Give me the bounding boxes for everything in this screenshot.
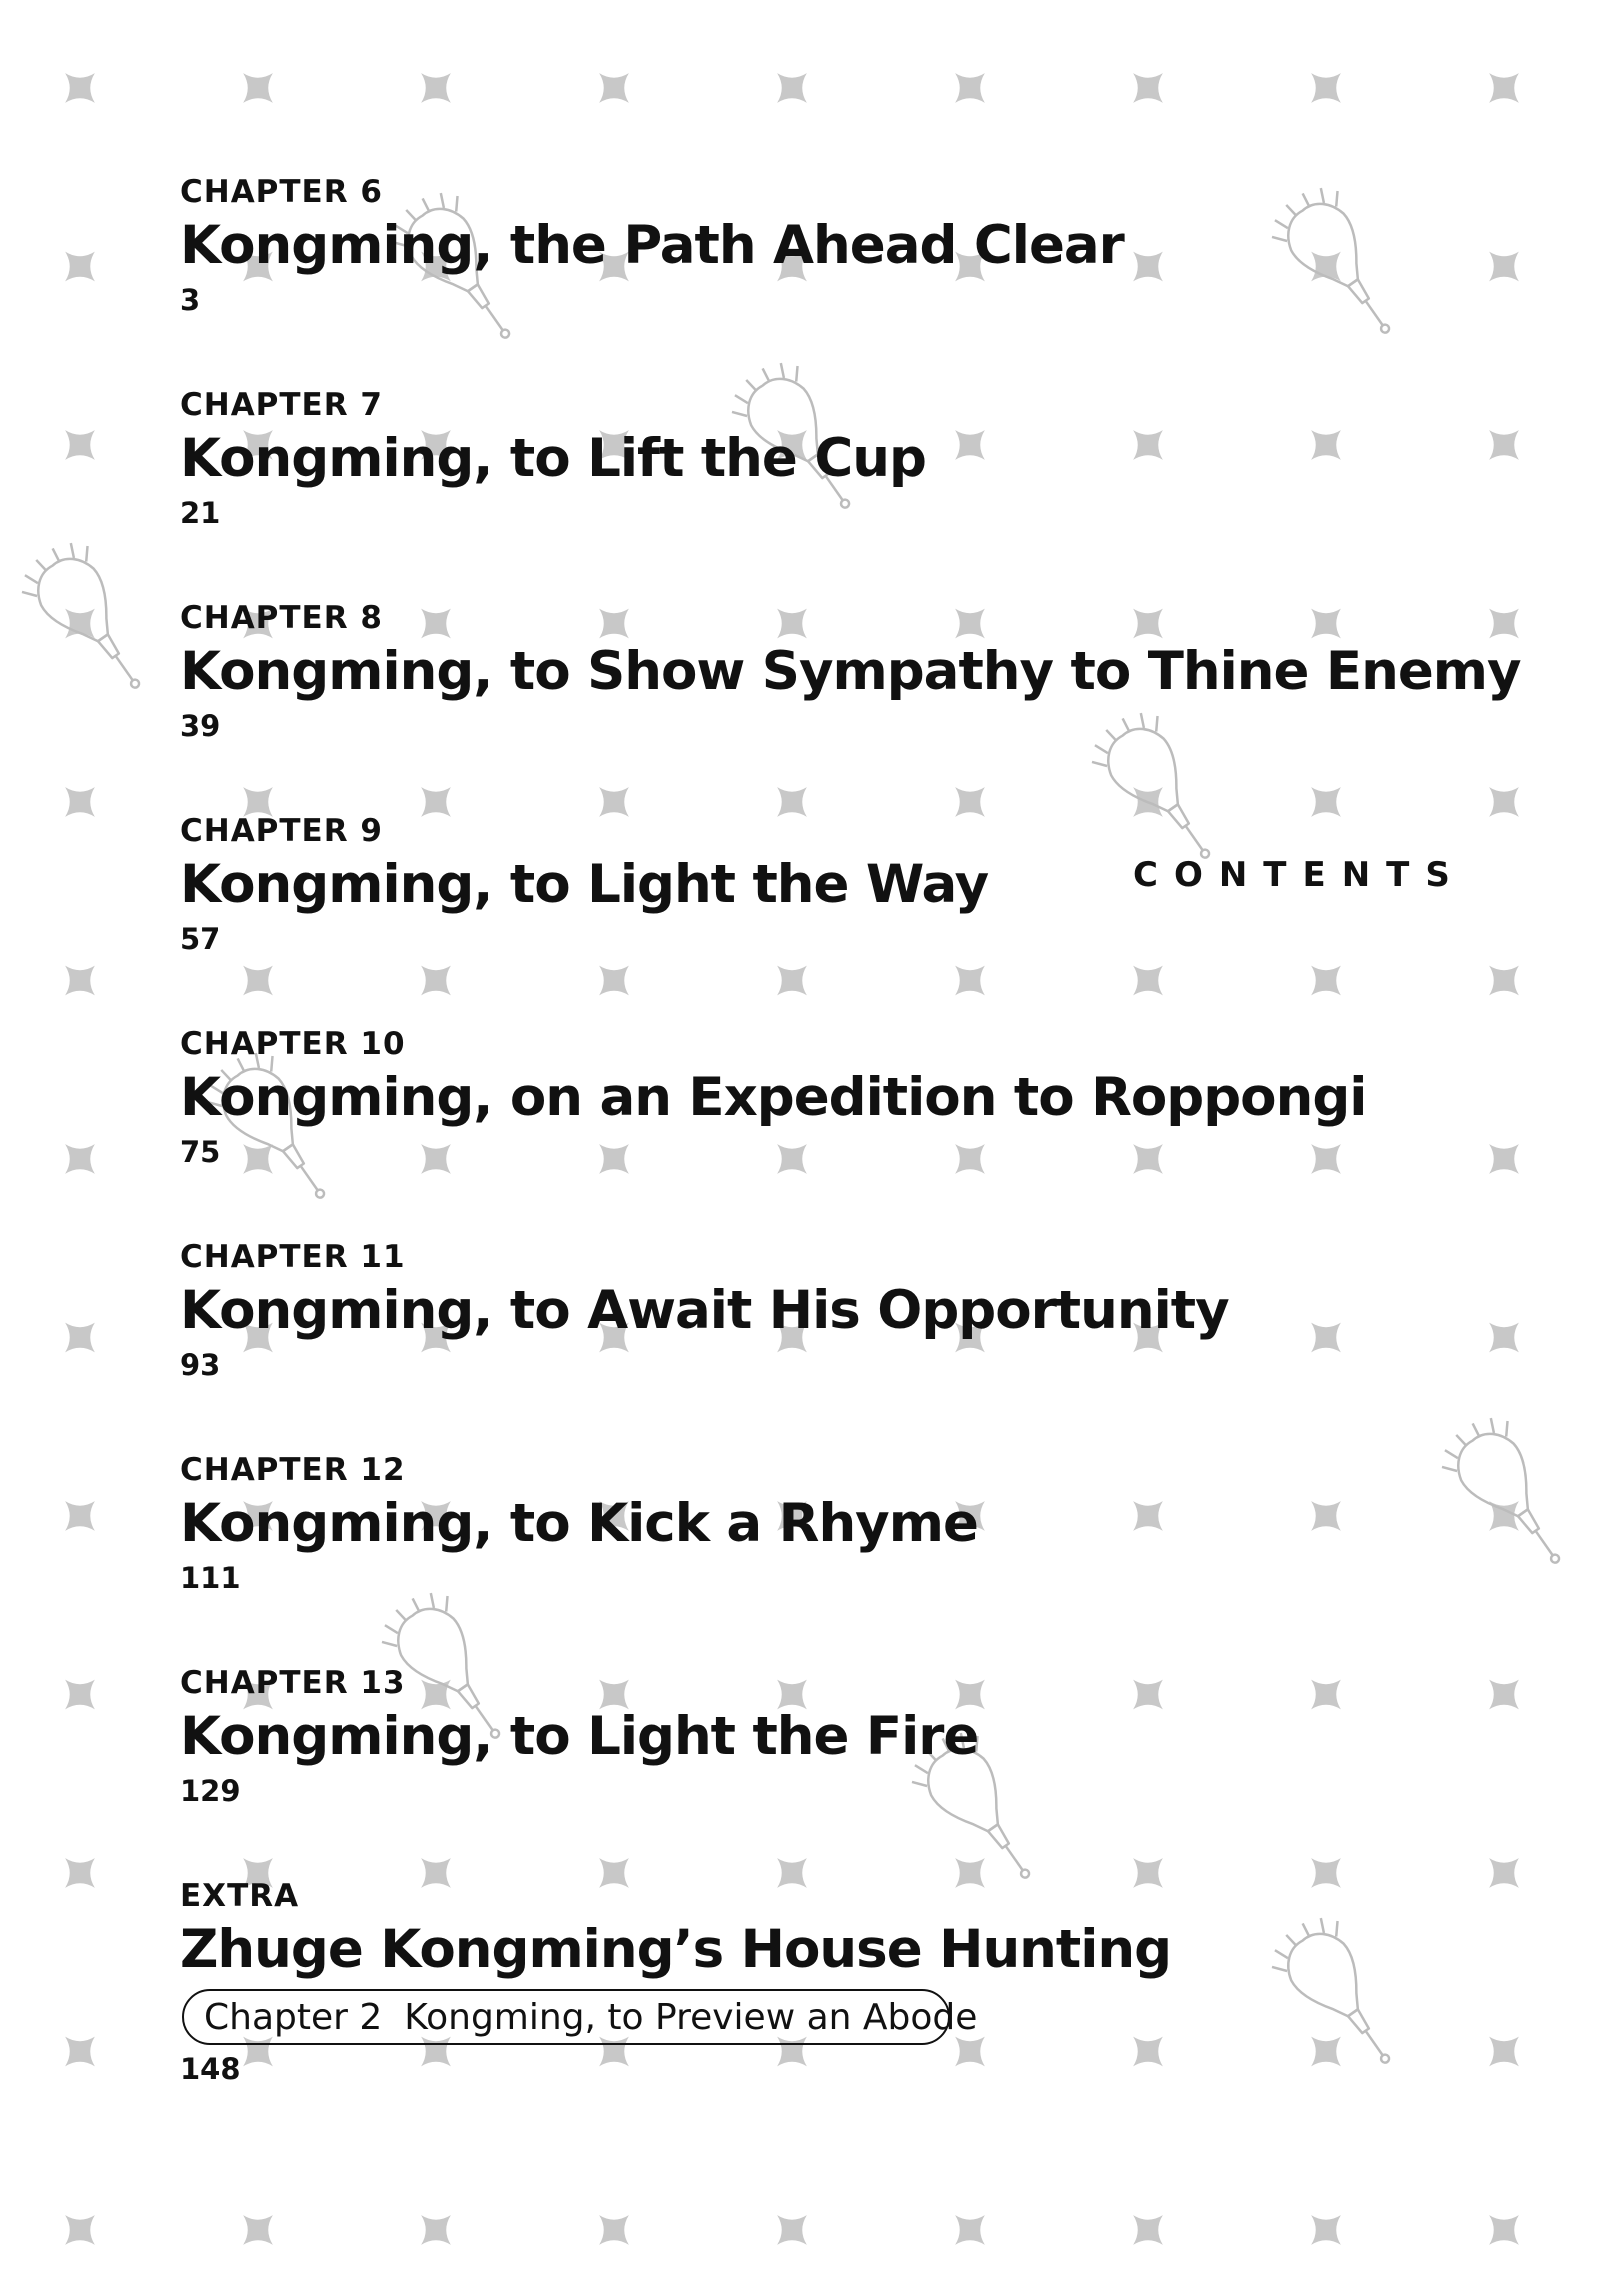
four-point-star-icon — [1474, 951, 1533, 1010]
four-point-star-icon — [762, 2200, 821, 2259]
four-point-star-icon — [1296, 951, 1355, 1010]
feather-fan-icon — [12, 531, 170, 710]
four-point-star-icon — [1474, 1129, 1533, 1188]
four-point-star-icon — [1296, 1843, 1355, 1902]
chapter-page-number: 21 — [180, 496, 221, 530]
four-point-star-icon — [1296, 2200, 1355, 2259]
four-point-star-icon — [1296, 772, 1355, 831]
feather-fan-icon — [1432, 1406, 1590, 1585]
four-point-star-icon — [1474, 58, 1533, 117]
four-point-star-icon — [228, 2200, 287, 2259]
four-point-star-icon — [1296, 58, 1355, 117]
four-point-star-icon — [1474, 415, 1533, 474]
four-point-star-icon — [1118, 58, 1177, 117]
feather-fan-icon — [1262, 1906, 1420, 2085]
extra-sub-chapter-number: Chapter 2 — [204, 1996, 383, 2038]
four-point-star-icon — [50, 772, 109, 831]
four-point-star-icon — [50, 58, 109, 117]
four-point-star-icon — [50, 1486, 109, 1545]
chapter-title: Kongming, on an Expedition to Roppongi — [180, 1067, 1367, 1128]
toc-entry-chapter-11[interactable] — [180, 1237, 1280, 1450]
four-point-star-icon — [1296, 1665, 1355, 1724]
chapter-label: CHAPTER 11 — [180, 1239, 406, 1275]
four-point-star-icon — [1474, 1843, 1533, 1902]
four-point-star-icon — [50, 237, 109, 296]
four-point-star-icon — [228, 58, 287, 117]
extra-sub-chapter-pill — [182, 1989, 978, 2045]
four-point-star-icon — [50, 2022, 109, 2081]
extra-label: EXTRA — [180, 1878, 300, 1914]
chapter-page-number: 75 — [180, 1135, 221, 1169]
four-point-star-icon — [1296, 2022, 1355, 2081]
toc-entry-chapter-13[interactable] — [180, 1663, 1280, 1876]
chapter-page-number: 3 — [180, 283, 201, 317]
four-point-star-icon — [584, 58, 643, 117]
toc-entry-chapter-12[interactable] — [180, 1450, 1280, 1663]
four-point-star-icon — [50, 2200, 109, 2259]
chapter-page-number: 57 — [180, 922, 221, 956]
four-point-star-icon — [1296, 415, 1355, 474]
chapter-title: Kongming, to Light the Fire — [180, 1706, 979, 1767]
contents-heading: CONTENTS — [1133, 855, 1466, 895]
chapter-label: CHAPTER 9 — [180, 813, 383, 849]
four-point-star-icon — [762, 58, 821, 117]
four-point-star-icon — [50, 1665, 109, 1724]
feather-fan-icon — [1262, 176, 1420, 355]
four-point-star-icon — [940, 2200, 999, 2259]
chapter-page-number: 111 — [180, 1561, 241, 1595]
extra-sub-chapter-title: Kongming, to Preview an Abode — [404, 1996, 978, 2038]
extra-page-number: 148 — [180, 2052, 241, 2086]
extra-title: Zhuge Kongming’s House Hunting — [180, 1919, 1172, 1980]
chapter-label: CHAPTER 8 — [180, 600, 383, 636]
toc-entry-extra[interactable] — [180, 1876, 1280, 2089]
four-point-star-icon — [50, 951, 109, 1010]
four-point-star-icon — [1474, 1486, 1533, 1545]
four-point-star-icon — [50, 415, 109, 474]
chapter-title: Kongming, to Show Sympathy to Thine Enemy — [180, 641, 1521, 702]
chapter-title: Kongming, the Path Ahead Clear — [180, 215, 1124, 276]
four-point-star-icon — [1474, 2022, 1533, 2081]
chapter-label: CHAPTER 7 — [180, 387, 383, 423]
toc-entry-chapter-10[interactable] — [180, 1024, 1367, 1237]
four-point-star-icon — [1296, 1129, 1355, 1188]
four-point-star-icon — [50, 1129, 109, 1188]
chapter-title: Kongming, to Await His Opportunity — [180, 1280, 1229, 1341]
four-point-star-icon — [1474, 772, 1533, 831]
four-point-star-icon — [584, 2200, 643, 2259]
chapter-page-number: 93 — [180, 1348, 221, 1382]
toc-entry-chapter-6[interactable] — [180, 172, 1280, 385]
chapter-title: Kongming, to Light the Way — [180, 854, 989, 915]
four-point-star-icon — [50, 1308, 109, 1367]
toc-entry-chapter-7[interactable] — [180, 385, 1280, 598]
four-point-star-icon — [1474, 1665, 1533, 1724]
chapter-label: CHAPTER 6 — [180, 174, 383, 210]
chapter-label: CHAPTER 10 — [180, 1026, 406, 1062]
four-point-star-icon — [1296, 1308, 1355, 1367]
four-point-star-icon — [406, 58, 465, 117]
four-point-star-icon — [1474, 237, 1533, 296]
four-point-star-icon — [1474, 1308, 1533, 1367]
four-point-star-icon — [1474, 2200, 1533, 2259]
four-point-star-icon — [1118, 2200, 1177, 2259]
chapter-page-number: 129 — [180, 1774, 241, 1808]
four-point-star-icon — [940, 58, 999, 117]
chapter-title: Kongming, to Kick a Rhyme — [180, 1493, 978, 1554]
chapter-page-number: 39 — [180, 709, 221, 743]
four-point-star-icon — [406, 2200, 465, 2259]
toc-entry-chapter-9[interactable] — [180, 811, 1280, 1024]
toc-entry-chapter-8[interactable] — [180, 598, 1521, 811]
four-point-star-icon — [50, 1843, 109, 1902]
chapter-title: Kongming, to Lift the Cup — [180, 428, 926, 489]
chapter-label: CHAPTER 13 — [180, 1665, 406, 1701]
four-point-star-icon — [1296, 1486, 1355, 1545]
chapter-label: CHAPTER 12 — [180, 1452, 406, 1488]
